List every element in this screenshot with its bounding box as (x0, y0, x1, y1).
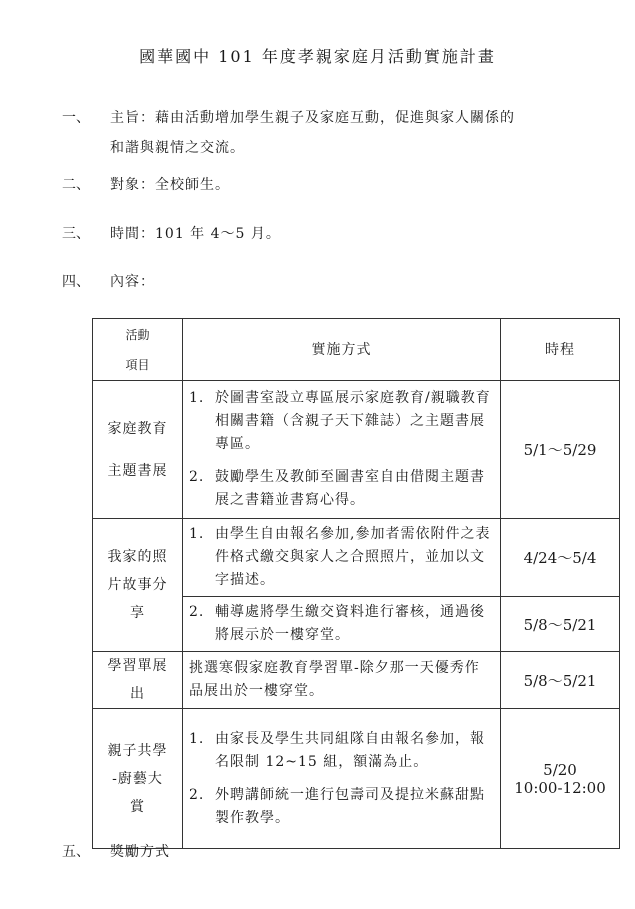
method-text: 由家長及學生共同組隊自由報名參加，報名限制 12~15 組，額滿為止。 (215, 730, 485, 770)
activity-cell (93, 381, 183, 519)
table-row (93, 519, 620, 597)
activity-line: 家庭教育 (107, 420, 168, 437)
schedule-cell: 5/1～5/29 (501, 381, 620, 519)
section-text: 主旨：藉由活動增加學生親子及家庭互動，促進與家人關係的 (110, 110, 515, 126)
document-title: 國華國中 101 年度孝親家庭月活動實施計畫 (139, 47, 496, 66)
table-row (93, 652, 620, 709)
method-cell (183, 597, 501, 652)
activity-line: 出 (130, 686, 145, 702)
schedule-cell (501, 709, 620, 849)
method-number: 2. (189, 604, 205, 620)
section-5 (62, 837, 170, 867)
method-number: 1. (189, 730, 205, 747)
section-text-continued: 和諧與親情之交流。 (110, 140, 245, 156)
schedule-line: 10:00-12:00 (514, 778, 606, 797)
section-text: 內容： (110, 274, 155, 290)
schedule-cell: 5/8～5/21 (501, 597, 620, 652)
schedule-cell: 4/24～5/4 (501, 519, 620, 597)
section-1 (62, 103, 515, 163)
section-number: 三、 (62, 226, 90, 242)
header-activity (93, 319, 183, 381)
section-number: 一、 (62, 110, 90, 126)
method-number: 1. (189, 526, 205, 542)
activity-line: 學習單展 (107, 658, 168, 674)
header-method: 實施方式 (183, 319, 501, 381)
section-text: 對象：全校師生。 (110, 177, 230, 193)
activity-line: 賞 (130, 798, 145, 815)
method-number: 2. (189, 469, 205, 485)
method-item (189, 466, 494, 512)
method-cell (183, 709, 501, 849)
method-item (189, 728, 494, 774)
method-number: 2. (189, 786, 205, 803)
activity-line: 主題書展 (107, 462, 168, 479)
activity-line: 我家的照 (107, 549, 168, 565)
section-number: 二、 (62, 177, 90, 193)
activity-cell (93, 709, 183, 849)
section-number: 四、 (62, 274, 90, 290)
method-text: 於圖書室設立專區展示家庭教育/親職教育相關書籍（含親子天下雜誌）之主題書展專區。 (215, 390, 491, 452)
schedule-line: 5/20 (543, 760, 577, 779)
header-activity-line: 活動 (125, 327, 150, 342)
header-schedule: 時程 (501, 319, 620, 381)
section-4 (62, 267, 155, 297)
activity-cell (93, 519, 183, 652)
activity-line: -廚藝大 (112, 770, 163, 787)
method-text: 外聘講師統一進行包壽司及提拉米蘇甜點製作教學。 (215, 786, 485, 826)
activity-cell (93, 652, 183, 709)
section-text: 時間：101 年 4～5 月。 (110, 226, 281, 242)
schedule-cell: 5/8～5/21 (501, 652, 620, 709)
header-activity-line: 項目 (125, 357, 150, 372)
table-row (93, 709, 620, 849)
method-item (189, 523, 494, 592)
method-text: 由學生自由報名參加,參加者需依附件之表件格式繳交與家人之合照照片，並加以文字描述。 (215, 526, 491, 588)
method-cell (183, 519, 501, 597)
method-item (189, 784, 494, 830)
section-number: 五、 (62, 844, 90, 860)
activity-line: 親子共學 (107, 742, 168, 759)
table-row (93, 381, 620, 519)
section-2 (62, 170, 230, 200)
activity-plan-table (92, 318, 620, 849)
method-item (189, 387, 494, 456)
section-text: 獎勵方式 (110, 844, 170, 860)
activity-line: 享 (130, 605, 145, 621)
activity-line: 片故事分 (107, 577, 168, 593)
method-cell: 挑選寒假家庭教育學習單-除夕那一天優秀作品展出於一樓穿堂。 (183, 652, 501, 709)
method-text: 輔導處將學生繳交資料進行審核，通過後將展示於一樓穿堂。 (215, 604, 485, 643)
method-text: 鼓勵學生及教師至圖書室自由借閱主題書展之書籍並書寫心得。 (215, 469, 485, 508)
method-cell (183, 381, 501, 519)
method-item (189, 601, 494, 647)
section-3 (62, 219, 281, 249)
table-header-row (93, 319, 620, 381)
method-number: 1. (189, 390, 205, 406)
